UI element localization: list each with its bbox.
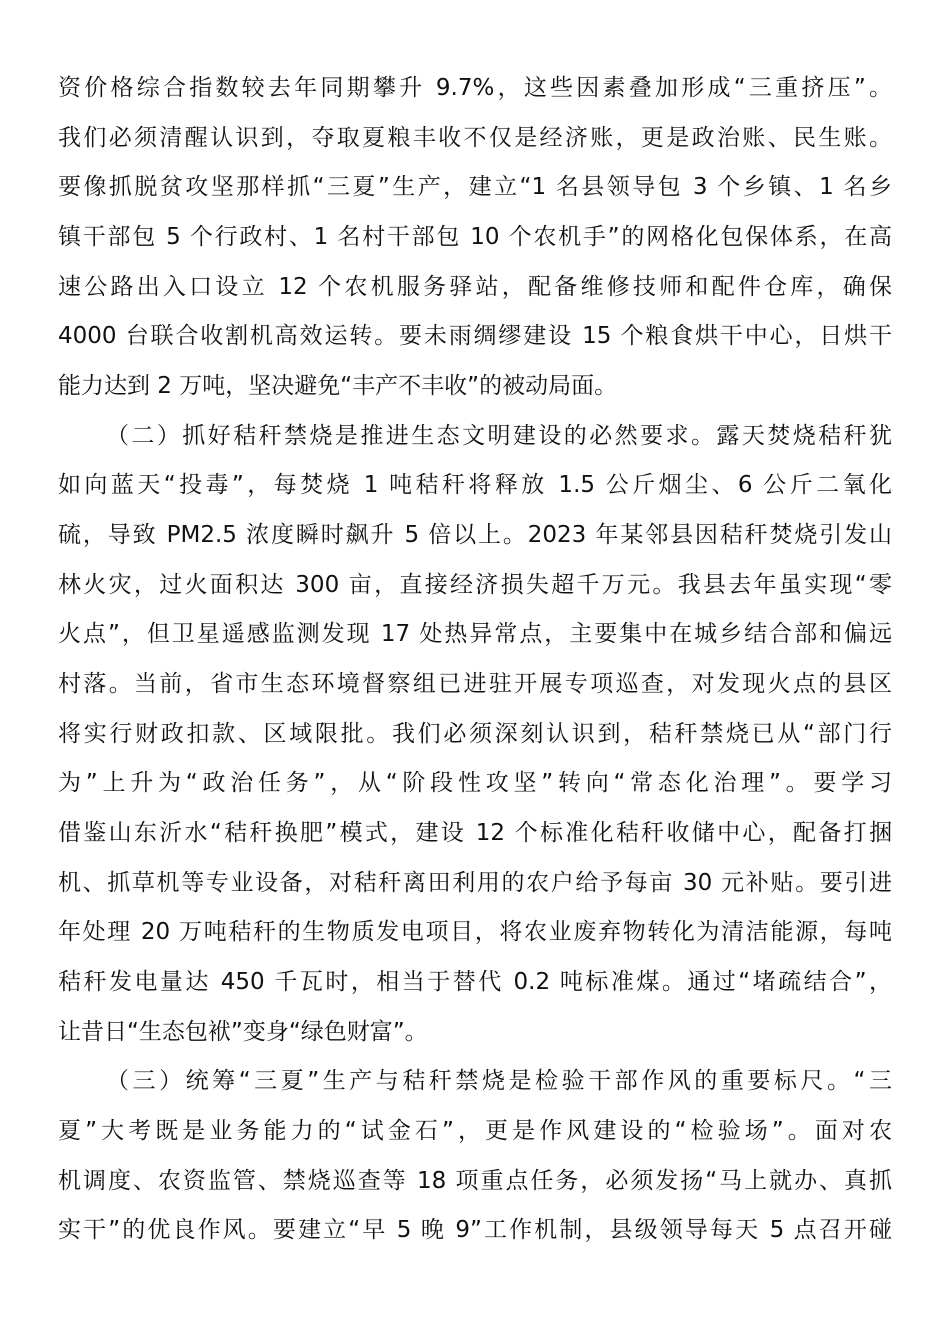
text-line: 机、抓草机等专业设备，对秸秆离田利用的农户给予每亩 30 元补贴。要引进 — [58, 870, 892, 896]
text-line: 为”上升为“政治任务”，从“阶段性攻坚”转向“常态化治理”。要学习 — [58, 770, 892, 796]
text-line: 夏”大考既是业务能力的“试金石”，更是作风建设的“检验场”。面对农 — [58, 1118, 892, 1144]
text-line: 将实行财政扣款、区域限批。我们必须深刻认识到，秸秆禁烧已从“部门行 — [58, 721, 892, 747]
text-line: 年处理 20 万吨秸秆的生物质发电项目，将农业废弃物转化为清洁能源，每吨 — [58, 919, 892, 945]
text-line: 火点”，但卫星遥感监测发现 17 处热异常点，主要集中在城乡结合部和偏远 — [58, 621, 892, 647]
text-line: 速公路出入口设立 12 个农机服务驿站，配备维修技师和配件仓库，确保 — [58, 274, 892, 300]
text-line: 4000 台联合收割机高效运转。要未雨绸缪建设 15 个粮食烘干中心，日烘干 — [58, 323, 892, 349]
text-line: 村落。当前，省市生态环境督察组已进驻开展专项巡查，对发现火点的县区 — [58, 671, 892, 697]
paragraph-heading-line: （二）抓好秸秆禁烧是推进生态文明建设的必然要求。露天焚烧秸秆犹 — [106, 423, 892, 449]
text-line: 林火灾，过火面积达 300 亩，直接经济损失超千万元。我县去年虽实现“零 — [58, 572, 892, 598]
text-line: 借鉴山东沂水“秸秆换肥”模式，建设 12 个标准化秸秆收储中心，配备打捆 — [58, 820, 892, 846]
text-line: 实干”的优良作风。要建立“早 5 晚 9”工作机制，县级领导每天 5 点召开碰 — [58, 1217, 892, 1243]
text-line: 我们必须清醒认识到，夺取夏粮丰收不仅是经济账，更是政治账、民生账。 — [58, 125, 892, 151]
text-line: 秸秆发电量达 450 千瓦时，相当于替代 0.2 吨标准煤。通过“堵疏结合”， — [58, 969, 892, 995]
text-line: 要像抓脱贫攻坚那样抓“三夏”生产，建立“1 名县领导包 3 个乡镇、1 名乡 — [58, 174, 892, 200]
text-line: 让昔日“生态包袱”变身“绿色财富”。 — [58, 1019, 428, 1045]
text-line: 如向蓝天“投毒”，每焚烧 1 吨秸秆将释放 1.5 公斤烟尘、6 公斤二氧化 — [58, 472, 892, 498]
text-line: 能力达到 2 万吨，坚决避免“丰产不丰收”的被动局面。 — [58, 373, 618, 399]
paragraph-heading-line: （三）统筹“三夏”生产与秸秆禁烧是检验干部作风的重要标尺。“三 — [106, 1068, 892, 1094]
text-line: 机调度、农资监管、禁烧巡查等 18 项重点任务，必须发扬“马上就办、真抓 — [58, 1168, 892, 1194]
text-line: 资价格综合指数较去年同期攀升 9.7%，这些因素叠加形成“三重挤压”。 — [58, 75, 892, 101]
text-line: 镇干部包 5 个行政村、1 名村干部包 10 个农机手”的网格化包保体系，在高 — [58, 224, 892, 250]
text-line: 硫，导致 PM2.5 浓度瞬时飙升 5 倍以上。2023 年某邻县因秸秆焚烧引发山 — [58, 522, 892, 548]
